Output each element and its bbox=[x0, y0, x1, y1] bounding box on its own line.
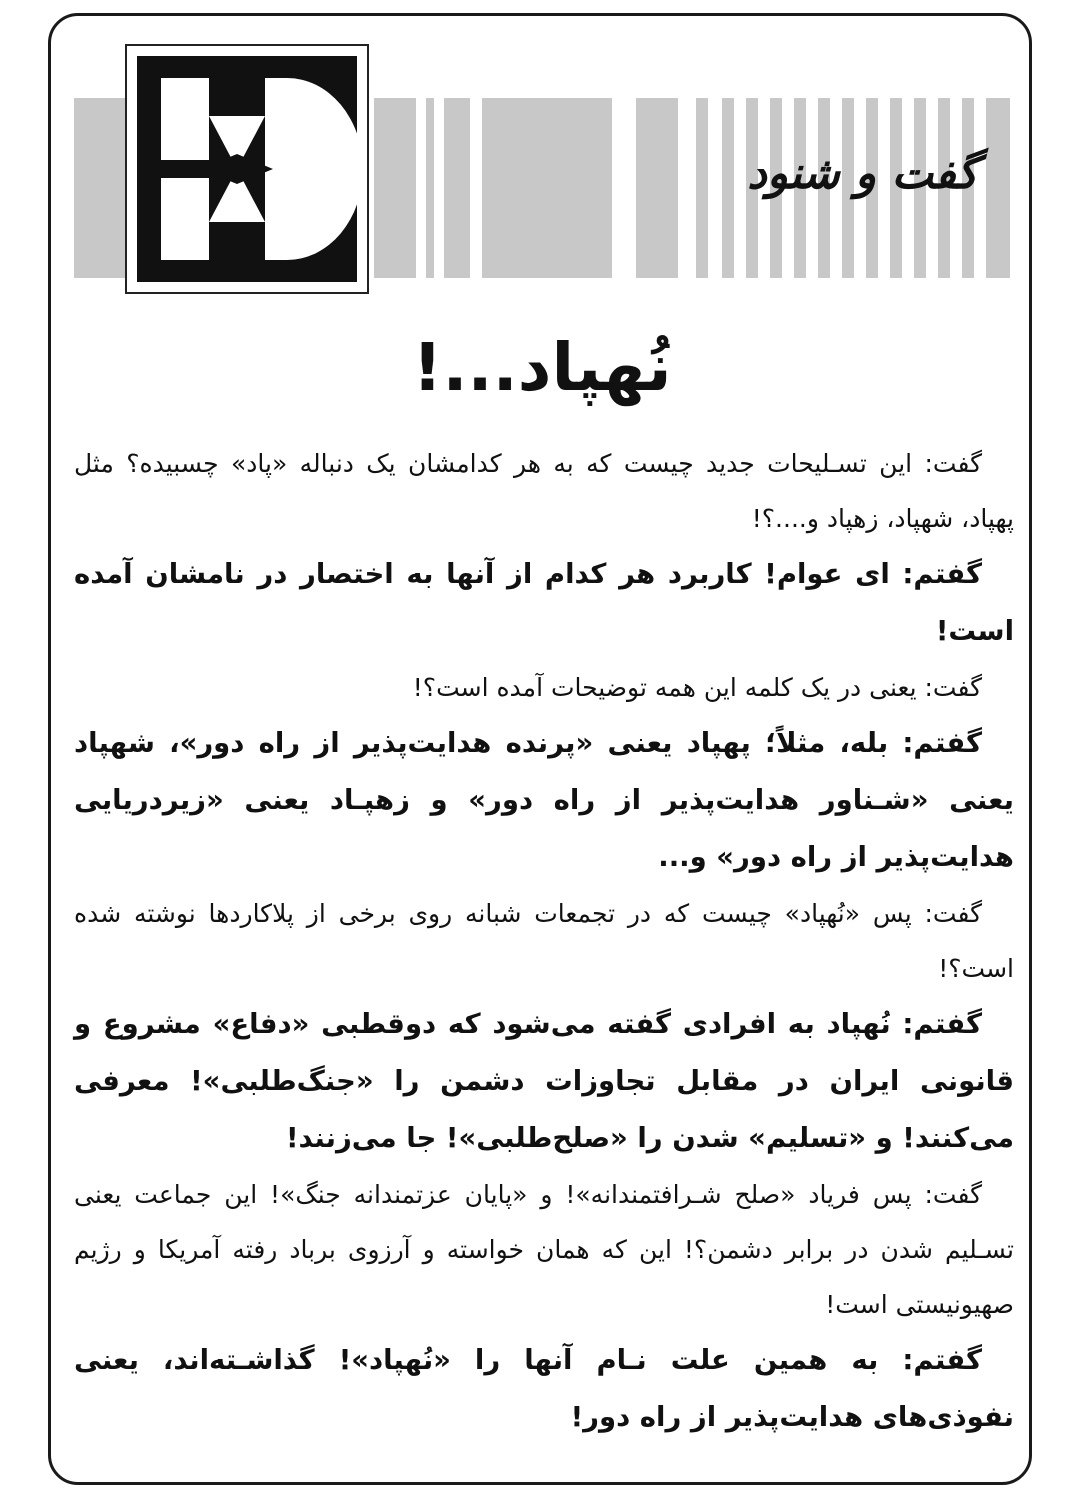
dialogue-question: گفت: پس «نُهپاد» چیست که در تجمعات شبانه روی برخی از پلاکاردها نوشته شده است؟! bbox=[74, 899, 1014, 983]
dialogue-question: گفت: یعنی در یک کلمه این همه توضیحات آمده است؟! bbox=[412, 673, 982, 702]
column-header bbox=[74, 44, 1010, 306]
dialogue-answer: گفتم: بله، مثلاً؛ پهپاد یعنی «پرنده هدایت‌پذیر از راه دور»، شهپاد یعنی «شـناور هدایت‌پذیر از راه دور» و زهپـاد یعنی «زیردریایی هدایت‌پذیر از راه دور» و... bbox=[74, 727, 1014, 873]
dialogue-answer: گفتم: ای عوام! کاربرد هر کدام از آنها به اختصار در نامشان آمده است! bbox=[74, 558, 1014, 647]
column-title: گفت و شنود bbox=[747, 148, 978, 199]
dialogue-answer: گفتم: به همین علت نـام آنها را «نُهپاد»! گذاشـته‌اند، یعنی نفوذی‌های هدایت‌پذیر از راه دور! bbox=[74, 1344, 1014, 1433]
dialogue-body bbox=[74, 436, 1014, 1446]
headline: نُهپاد...! bbox=[412, 329, 672, 406]
newspaper-logo bbox=[125, 44, 369, 294]
dialogue-question: گفت: پس فریاد «صلح شـرافتمندانه»! و «پایان عزتمندانه جنگ»! این جماعت یعنی تسـلیم شدن در برابر دشمن؟! این که همان خواسته و آرزوی برباد رفته آمریکا و رژیم صهیونیستی است! bbox=[74, 1180, 1014, 1319]
dialogue-question: گفت: این تسـلیحات جدید چیست که به هر کدامشان یک دنباله «پاد» چسبیده؟ مثل پهپاد، شهپاد، زهپاد و....؟! bbox=[74, 449, 1014, 533]
dialogue-answer: گفتم: نُهپاد به افرادی گفته می‌شود که دوقطبی «دفاع» مشروع و قانونی ایران در مقابل تجاوزات دشمن را «جنگ‌طلبی»! معرفی می‌کنند! و «تسلیم» شدن را «صلح‌طلبی»! جا می‌زنند! bbox=[74, 1008, 1014, 1154]
logo-emblem-icon bbox=[137, 56, 357, 282]
